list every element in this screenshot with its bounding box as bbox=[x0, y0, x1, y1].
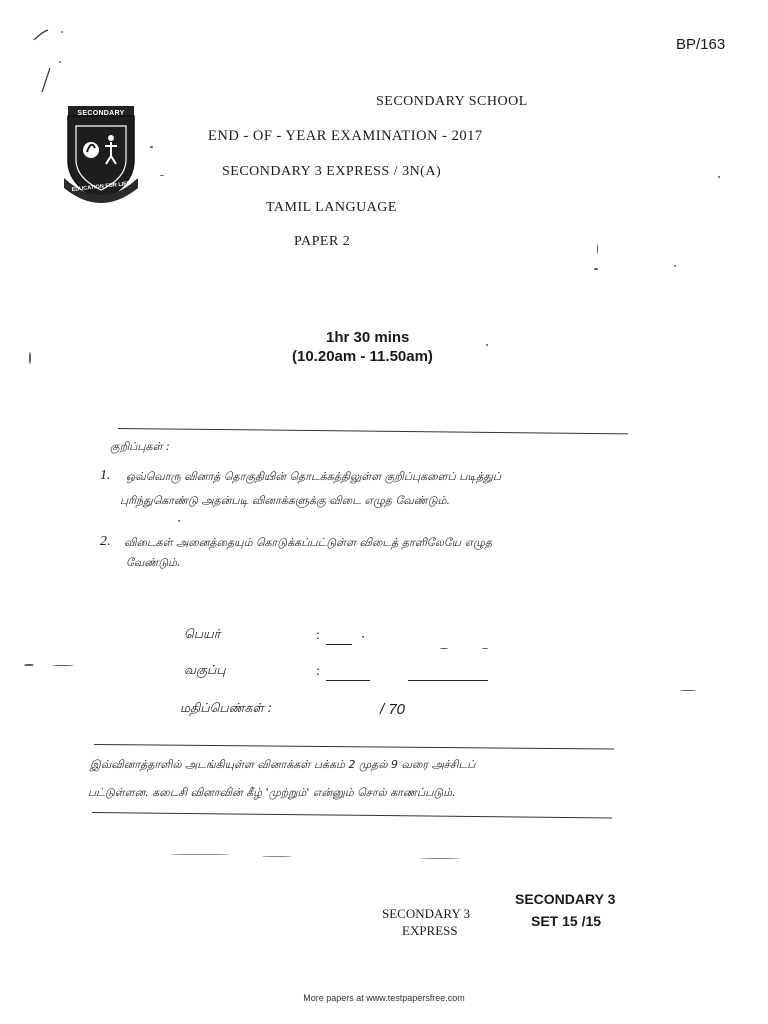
scan-speck bbox=[420, 858, 460, 859]
scan-speck bbox=[482, 648, 488, 649]
scan-speck bbox=[674, 265, 676, 267]
scan-speck bbox=[24, 664, 34, 666]
scan-speck bbox=[718, 176, 720, 178]
class-label: வகுப்பு bbox=[184, 662, 226, 677]
instruction-number: 2. bbox=[100, 534, 111, 549]
marks-total: / 70 bbox=[380, 701, 406, 718]
school-name: SECONDARY SCHOOL bbox=[376, 94, 528, 109]
instruction-number: 1. bbox=[100, 468, 111, 483]
exam-level: SECONDARY 3 EXPRESS / 3N(A) bbox=[222, 164, 442, 179]
instruction-text: புரிந்துகொண்டு அதன்படி வினாக்களுக்கு விடை எழுத வேண்டும். bbox=[120, 494, 450, 507]
exam-title: END - OF - YEAR EXAMINATION - 2017 bbox=[208, 128, 483, 144]
logo-motto-text: EDUCATION FOR LIFE bbox=[71, 180, 131, 194]
exam-subject: TAMIL LANGUAGE bbox=[266, 200, 397, 215]
marks-label: மதிப்பெண்கள் : bbox=[180, 700, 272, 715]
scan-speck bbox=[160, 175, 164, 176]
class-blank-line bbox=[326, 680, 370, 681]
exam-paper: PAPER 2 bbox=[294, 234, 351, 249]
scan-speck bbox=[486, 344, 488, 346]
scan-speck bbox=[680, 690, 696, 691]
scan-speck bbox=[52, 665, 74, 666]
class-colon: : bbox=[316, 664, 320, 679]
pen-scribble-mark bbox=[28, 24, 78, 104]
instructions-title: குறிப்புகள் : bbox=[110, 440, 170, 453]
paper-code: BP/163 bbox=[676, 36, 726, 53]
instruction-text: விடைகள் அனைத்தையும் கொடுக்கப்பட்டுள்ள விடைத் தாளிலேயே எழுத bbox=[124, 536, 493, 549]
instruction-text: ஒவ்வொரு வினாத் தொகுதியின் தொடக்கத்திலுள்ள குறிப்புகளைப் படித்துப் bbox=[126, 470, 502, 483]
scan-speck bbox=[29, 352, 31, 364]
name-label: பெயர் bbox=[184, 626, 221, 641]
scan-speck bbox=[597, 244, 598, 254]
scan-speck bbox=[440, 648, 448, 649]
exam-time-range: (10.20am - 11.50am) bbox=[292, 348, 433, 365]
divider-bottom bbox=[92, 812, 612, 818]
scan-speck bbox=[150, 146, 153, 148]
scan-speck bbox=[178, 520, 180, 522]
bottom-level: SECONDARY 3 bbox=[382, 906, 471, 921]
footer-link-text: More papers at www.testpapersfree.com bbox=[303, 993, 465, 1003]
divider-top bbox=[118, 428, 628, 434]
divider-middle bbox=[94, 744, 614, 750]
bottom-stream: EXPRESS bbox=[402, 923, 458, 938]
scan-speck bbox=[362, 636, 364, 638]
class-blank-line-2 bbox=[408, 680, 488, 681]
instruction-text: வேண்டும். bbox=[126, 556, 181, 569]
scan-speck bbox=[262, 856, 292, 857]
stamp-level: SECONDARY 3 bbox=[515, 891, 616, 907]
stamp-set: SET 15 /15 bbox=[531, 913, 602, 929]
scan-speck bbox=[170, 854, 230, 855]
logo-top-text: SECONDARY bbox=[77, 110, 125, 117]
scan-speck bbox=[594, 268, 598, 270]
footnote-text: இவ்வினாத்தாளில் அடங்கியுள்ள வினாக்கள் பக்கம் 2 முதல் 9 வரை அச்சிடப் bbox=[90, 758, 476, 771]
name-colon: : bbox=[316, 628, 320, 643]
footnote-text: பட்டுள்ளன. கடைசி வினாவின் கீழ் 'முற்றும்' என்னும் சொல் காணப்படும். bbox=[88, 786, 456, 799]
name-blank-line bbox=[326, 644, 352, 645]
exam-duration: 1hr 30 mins bbox=[326, 329, 410, 346]
